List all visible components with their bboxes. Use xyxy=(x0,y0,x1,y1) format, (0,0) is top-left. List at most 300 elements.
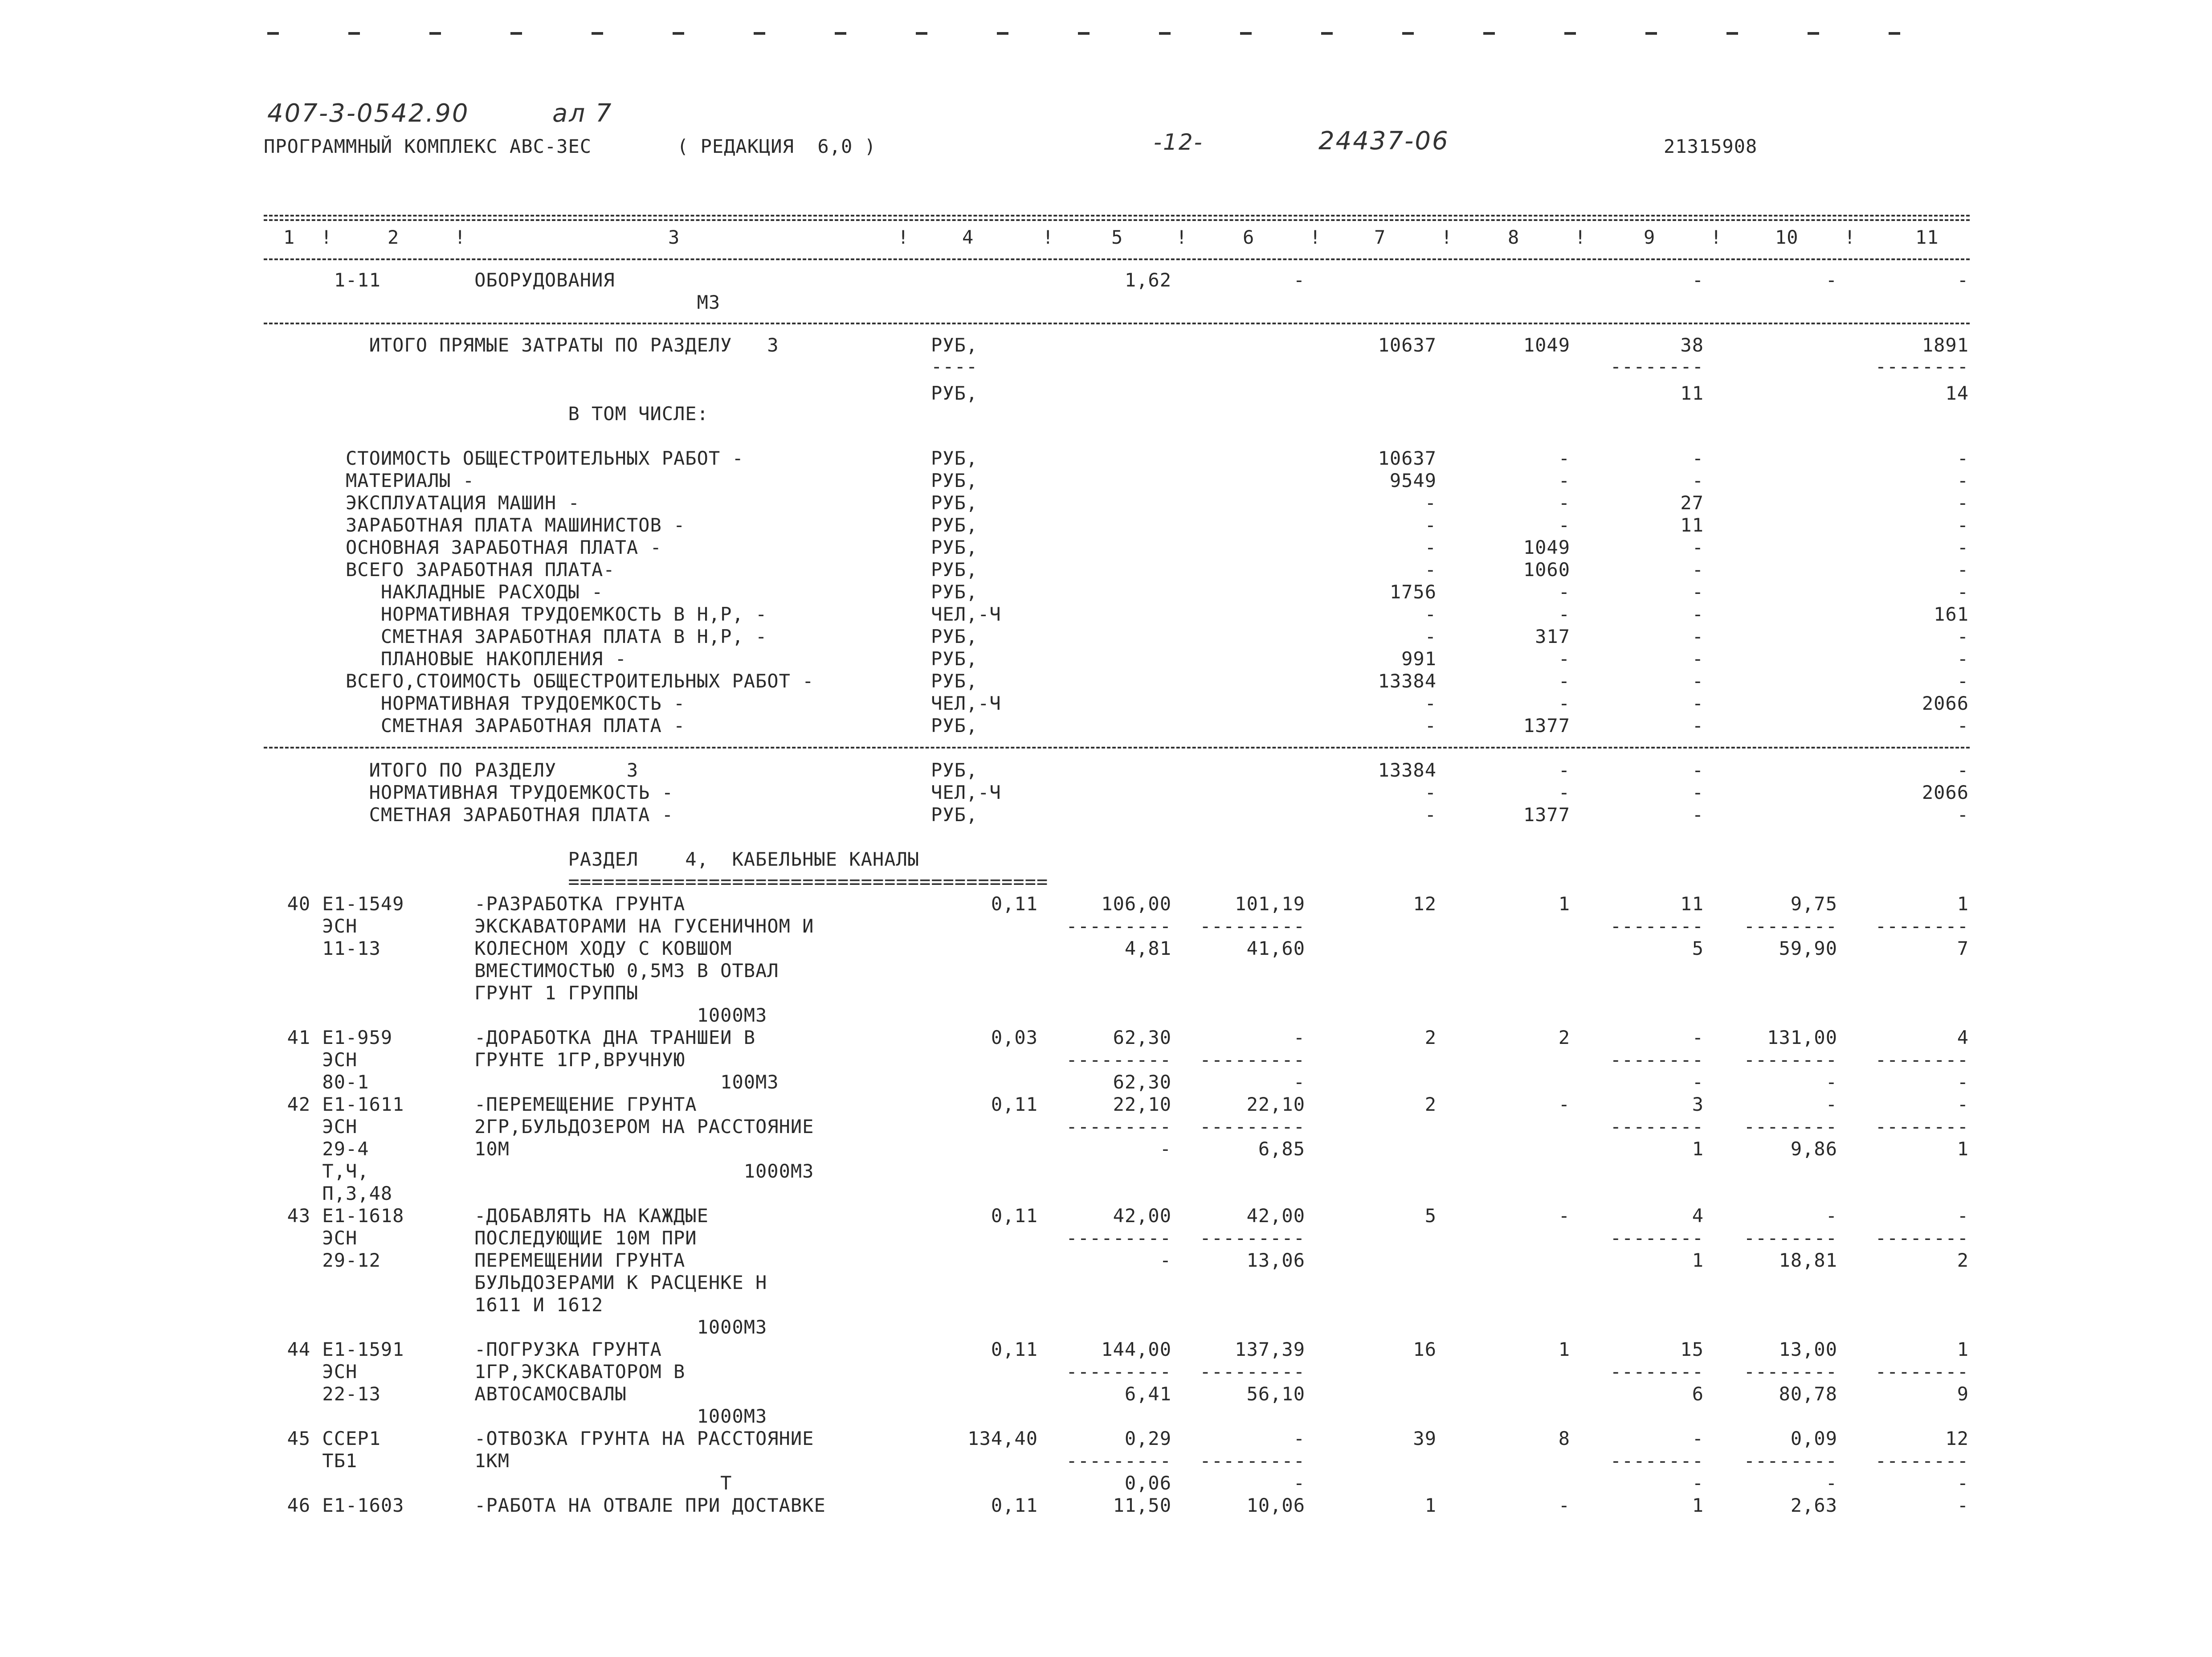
perforation-dash xyxy=(267,32,279,35)
row-unit: РУБ, xyxy=(931,804,978,826)
cell-c7: - xyxy=(1424,626,1437,647)
handwritten-page-number: -12- xyxy=(1154,129,1204,155)
cell-c5: - xyxy=(1159,1138,1171,1160)
cell-c9: -------- xyxy=(1610,1361,1704,1383)
cell-c9: - xyxy=(1692,626,1704,647)
cell-c5: 4,81 xyxy=(1124,937,1171,959)
cell-c8: - xyxy=(1558,603,1570,625)
column-separator: ! xyxy=(454,226,466,248)
cell-c8: 1049 xyxy=(1523,334,1570,356)
cell-c10: - xyxy=(1825,1472,1837,1494)
column-separator: ! xyxy=(898,226,910,248)
cell-c11: 2066 xyxy=(1922,781,1969,803)
header-bottom-line xyxy=(264,258,1970,260)
cell-c9: - xyxy=(1692,804,1704,826)
section-divider-1 xyxy=(264,323,1970,324)
cell-c10: 80,78 xyxy=(1779,1383,1837,1405)
row-description: 80-1 100М3 xyxy=(264,1071,779,1093)
row-description: ВМЕСТИМОСТЬЮ 0,5М3 В ОТВАЛ xyxy=(264,960,779,982)
column-number: 2 xyxy=(388,226,400,248)
perforation-dash xyxy=(916,32,927,35)
cell-c9: 15 xyxy=(1680,1338,1704,1360)
column-number: 10 xyxy=(1775,226,1799,248)
cell-c10: -------- xyxy=(1743,1227,1837,1249)
cell-c5: 0,06 xyxy=(1124,1472,1171,1494)
cell-c9: 5 xyxy=(1692,937,1704,959)
cell-c8: 1 xyxy=(1558,1338,1570,1360)
cell-c5: 22,10 xyxy=(1113,1093,1171,1115)
cell-c8: 1377 xyxy=(1523,804,1570,826)
cell-c9: -------- xyxy=(1610,1227,1704,1249)
table-top-line xyxy=(264,215,1970,217)
cell-c10: 9,86 xyxy=(1790,1138,1837,1160)
column-separator: ! xyxy=(1710,226,1722,248)
row-description: 44 Е1-1591 -ПОГРУЗКА ГРУНТА xyxy=(264,1338,662,1360)
column-separator: ! xyxy=(321,226,333,248)
column-number: 5 xyxy=(1111,226,1123,248)
row-description: 45 ССЕР1 -ОТВОЗКА ГРУНТА НА РАССТОЯНИЕ xyxy=(264,1428,814,1449)
cell-c8: 1 xyxy=(1558,893,1570,915)
row-description: 1-11 ОБОРУДОВАНИЯ xyxy=(264,269,615,291)
perforation-dash xyxy=(835,32,846,35)
cell-c8: - xyxy=(1558,781,1570,803)
cell-c9: 27 xyxy=(1680,492,1704,514)
cell-c10: - xyxy=(1825,1093,1837,1115)
cell-c7: - xyxy=(1424,536,1437,558)
cell-c6: - xyxy=(1293,269,1305,291)
row-unit: РУБ, xyxy=(931,382,978,404)
cell-c9: - xyxy=(1692,781,1704,803)
row-description: ЗАРАБОТНАЯ ПЛАТА МАШИНИСТОВ - xyxy=(264,514,686,536)
cell-c8: - xyxy=(1558,759,1570,781)
row-unit: ЧЕЛ,-Ч xyxy=(931,692,1001,714)
cell-c11: - xyxy=(1957,804,1969,826)
row-description: 11-13 КОЛЕСНОМ ХОДУ С КОВШОМ xyxy=(264,937,732,959)
column-separator: ! xyxy=(1441,226,1453,248)
row-description: ПЛАНОВЫЕ НАКОПЛЕНИЯ - xyxy=(264,648,627,670)
cell-c4: 0,11 xyxy=(991,1338,1038,1360)
row-description: Т,Ч, 1000М3 xyxy=(264,1160,814,1182)
row-description: В ТОМ ЧИСЛЕ: xyxy=(264,403,709,425)
row-unit: РУБ, xyxy=(931,492,978,514)
cell-c11: - xyxy=(1957,470,1969,491)
row-description: ГРУНТ 1 ГРУППЫ xyxy=(264,982,639,1004)
perforation-dash xyxy=(1564,32,1576,35)
cell-c9: - xyxy=(1692,1071,1704,1093)
row-description: ЭСН 2ГР,БУЛЬДОЗЕРОМ НА РАССТОЯНИЕ xyxy=(264,1116,814,1137)
row-description: 41 Е1-959 -ДОРАБОТКА ДНА ТРАНШЕИ В xyxy=(264,1027,756,1048)
cell-c4: 0,03 xyxy=(991,1027,1038,1048)
cell-c7: - xyxy=(1424,692,1437,714)
cell-c8: - xyxy=(1558,648,1570,670)
cell-c11: - xyxy=(1957,581,1969,603)
cell-c9: -------- xyxy=(1610,356,1704,377)
row-unit: ---- xyxy=(931,356,978,377)
cell-c11: -------- xyxy=(1875,356,1969,377)
cell-c7: - xyxy=(1424,804,1437,826)
cell-c9: -------- xyxy=(1610,1116,1704,1137)
row-description: ТБ1 1КМ xyxy=(264,1450,510,1472)
cell-c11: - xyxy=(1957,626,1969,647)
column-number: 3 xyxy=(668,226,680,248)
row-unit: РУБ, xyxy=(931,470,978,491)
cell-c6: --------- xyxy=(1200,1116,1305,1137)
row-description: 29-4 10М xyxy=(264,1138,510,1160)
cell-c11: - xyxy=(1957,670,1969,692)
cell-c8: - xyxy=(1558,492,1570,514)
row-unit: РУБ, xyxy=(931,626,978,647)
cell-c11: - xyxy=(1957,559,1969,581)
row-description: ЭСН ГРУНТЕ 1ГР,ВРУЧНУЮ xyxy=(264,1049,686,1071)
cell-c8: 8 xyxy=(1558,1428,1570,1449)
row-unit: ЧЕЛ,-Ч xyxy=(931,781,1001,803)
perforation-dash xyxy=(510,32,522,35)
cell-c5: --------- xyxy=(1066,1450,1171,1472)
cell-c7: 12 xyxy=(1413,893,1437,915)
perforation-dash xyxy=(1402,32,1414,35)
row-description: ИТОГО ПРЯМЫЕ ЗАТРАТЫ ПО РАЗДЕЛУ 3 xyxy=(264,334,779,356)
cell-c7: 9549 xyxy=(1389,470,1437,491)
cell-c11: 1 xyxy=(1957,1338,1969,1360)
cell-c9: -------- xyxy=(1610,915,1704,937)
cell-c6: 13,06 xyxy=(1246,1249,1305,1271)
cell-c4: 0,11 xyxy=(991,1205,1038,1227)
cell-c11: 12 xyxy=(1945,1428,1969,1449)
cell-c9: - xyxy=(1692,269,1704,291)
column-number: 6 xyxy=(1243,226,1255,248)
cell-c4: 0,11 xyxy=(991,893,1038,915)
cell-c11: - xyxy=(1957,514,1969,536)
cell-c10: 18,81 xyxy=(1779,1249,1837,1271)
cell-c5: 42,00 xyxy=(1113,1205,1171,1227)
cell-c10: 13,00 xyxy=(1779,1338,1837,1360)
cell-c11: - xyxy=(1957,447,1969,469)
cell-c9: - xyxy=(1692,536,1704,558)
cell-c4: 0,11 xyxy=(991,1494,1038,1516)
cell-c5: 1,62 xyxy=(1124,269,1171,291)
cell-c6: --------- xyxy=(1200,1450,1305,1472)
cell-c7: - xyxy=(1424,715,1437,736)
perforation-dash xyxy=(1726,32,1738,35)
cell-c5: 144,00 xyxy=(1101,1338,1171,1360)
cell-c10: - xyxy=(1825,1205,1837,1227)
cell-c11: 161 xyxy=(1934,603,1969,625)
cell-c7: 5 xyxy=(1424,1205,1437,1227)
cell-c6: 22,10 xyxy=(1246,1093,1305,1115)
cell-c9: - xyxy=(1692,670,1704,692)
cell-c10: -------- xyxy=(1743,1116,1837,1137)
row-description: РАЗДЕЛ 4, КАБЕЛЬНЫЕ КАНАЛЫ xyxy=(264,848,920,870)
perforation-dash xyxy=(1321,32,1333,35)
cell-c6: - xyxy=(1293,1071,1305,1093)
cell-c10: - xyxy=(1825,1071,1837,1093)
cell-c6: - xyxy=(1293,1428,1305,1449)
cell-c9: - xyxy=(1692,470,1704,491)
row-description: 22-13 АВТОСАМОСВАЛЫ xyxy=(264,1383,627,1405)
row-unit: РУБ, xyxy=(931,581,978,603)
cell-c6: - xyxy=(1293,1472,1305,1494)
cell-c10: -------- xyxy=(1743,1049,1837,1071)
column-separator: ! xyxy=(1310,226,1322,248)
cell-c5: 62,30 xyxy=(1113,1027,1171,1048)
row-description: 42 Е1-1611 -ПЕРЕМЕЩЕНИЕ ГРУНТА xyxy=(264,1093,697,1115)
row-unit: РУБ, xyxy=(931,648,978,670)
row-description: ЭСН ПОСЛЕДУЮЩИЕ 10М ПРИ xyxy=(264,1227,697,1249)
cell-c6: --------- xyxy=(1200,915,1305,937)
cell-c6: - xyxy=(1293,1027,1305,1048)
cell-c5: --------- xyxy=(1066,1049,1171,1071)
cell-c11: -------- xyxy=(1875,1450,1969,1472)
cell-c9: 38 xyxy=(1680,334,1704,356)
cell-c8: - xyxy=(1558,692,1570,714)
column-number: 11 xyxy=(1915,226,1939,248)
cell-c6: --------- xyxy=(1200,1361,1305,1383)
cell-c7: 1756 xyxy=(1389,581,1437,603)
perforation-dash xyxy=(1159,32,1171,35)
row-unit: РУБ, xyxy=(931,514,978,536)
row-description: СМЕТНАЯ ЗАРАБОТНАЯ ПЛАТА - xyxy=(264,804,674,826)
column-number: 9 xyxy=(1644,226,1656,248)
cell-c9: - xyxy=(1692,759,1704,781)
cell-c5: 106,00 xyxy=(1101,893,1171,915)
cell-c9: 3 xyxy=(1692,1093,1704,1115)
cell-c5: --------- xyxy=(1066,1116,1171,1137)
row-description: 1611 И 1612 xyxy=(264,1294,604,1316)
column-number: 4 xyxy=(962,226,974,248)
cell-c9: -------- xyxy=(1610,1450,1704,1472)
cell-c11: 14 xyxy=(1945,382,1969,404)
row-description: 1000М3 xyxy=(264,1004,767,1026)
row-unit: ЧЕЛ,-Ч xyxy=(931,603,1001,625)
cell-c7: 13384 xyxy=(1378,670,1437,692)
handwritten-doc-code: 407-3-0542.90 xyxy=(267,99,469,128)
cell-c8: - xyxy=(1558,670,1570,692)
row-description: 40 Е1-1549 -РАЗРАБОТКА ГРУНТА xyxy=(264,893,686,915)
cell-c6: 56,10 xyxy=(1246,1383,1305,1405)
cell-c9: - xyxy=(1692,581,1704,603)
cell-c11: -------- xyxy=(1875,1049,1969,1071)
cell-c11: 1 xyxy=(1957,1138,1969,1160)
perforation-dash xyxy=(1078,32,1090,35)
cell-c8: 1049 xyxy=(1523,536,1570,558)
column-number: 1 xyxy=(283,226,295,248)
cell-c5: 6,41 xyxy=(1124,1383,1171,1405)
cell-c9: - xyxy=(1692,1472,1704,1494)
column-separator: ! xyxy=(1575,226,1587,248)
perforation-dash xyxy=(1645,32,1657,35)
cell-c8: 2 xyxy=(1558,1027,1570,1048)
cell-c11: 1 xyxy=(1957,893,1969,915)
cell-c10: 59,90 xyxy=(1779,937,1837,959)
row-description: СТОИМОСТЬ ОБЩЕСТРОИТЕЛЬНЫХ РАБОТ - xyxy=(264,447,744,469)
cell-c11: - xyxy=(1957,759,1969,781)
cell-c11: - xyxy=(1957,1071,1969,1093)
column-number: 8 xyxy=(1508,226,1520,248)
perforation-dash xyxy=(673,32,684,35)
row-unit: РУБ, xyxy=(931,715,978,736)
cell-c11: - xyxy=(1957,269,1969,291)
row-description: НОРМАТИВНАЯ ТРУДОЕМКОСТЬ - xyxy=(264,781,674,803)
cell-c7: 10637 xyxy=(1378,334,1437,356)
cell-c6: 137,39 xyxy=(1235,1338,1305,1360)
cell-c9: 11 xyxy=(1680,514,1704,536)
handwritten-sheet: ал 7 xyxy=(552,99,613,128)
perforation-dash xyxy=(754,32,765,35)
cell-c5: --------- xyxy=(1066,1227,1171,1249)
cell-c7: 13384 xyxy=(1378,759,1437,781)
cell-c9: - xyxy=(1692,447,1704,469)
row-description: Т xyxy=(264,1472,732,1494)
perforation-dash xyxy=(348,32,360,35)
cell-c10: 0,09 xyxy=(1790,1428,1837,1449)
perforation-dash xyxy=(1483,32,1495,35)
cell-c8: 1377 xyxy=(1523,715,1570,736)
cell-c11: - xyxy=(1957,536,1969,558)
document-code: 21315908 xyxy=(1664,135,1758,157)
cell-c6: 41,60 xyxy=(1246,937,1305,959)
row-description: 1000М3 xyxy=(264,1316,767,1338)
row-description: ИТОГО ПО РАЗДЕЛУ 3 xyxy=(264,759,639,781)
cell-c9: - xyxy=(1692,715,1704,736)
cell-c6: 10,06 xyxy=(1246,1494,1305,1516)
table-top-line-2 xyxy=(264,219,1970,221)
row-description: МАТЕРИАЛЫ - xyxy=(264,470,475,491)
row-unit: РУБ, xyxy=(931,559,978,581)
cell-c9: 1 xyxy=(1692,1494,1704,1516)
cell-c7: - xyxy=(1424,559,1437,581)
cell-c9: - xyxy=(1692,559,1704,581)
cell-c8: 317 xyxy=(1535,626,1570,647)
cell-c7: - xyxy=(1424,492,1437,514)
cell-c9: - xyxy=(1692,1428,1704,1449)
row-description: ВСЕГО ЗАРАБОТНАЯ ПЛАТА- xyxy=(264,559,615,581)
cell-c11: - xyxy=(1957,1205,1969,1227)
cell-c9: - xyxy=(1692,648,1704,670)
row-description: П,3,48 xyxy=(264,1182,393,1204)
cell-c7: 16 xyxy=(1413,1338,1437,1360)
cell-c8: - xyxy=(1558,470,1570,491)
cell-c6: 101,19 xyxy=(1235,893,1305,915)
column-number: 7 xyxy=(1374,226,1386,248)
cell-c5: - xyxy=(1159,1249,1171,1271)
cell-c5: 11,50 xyxy=(1113,1494,1171,1516)
row-description: 29-12 ПЕРЕМЕЩЕНИИ ГРУНТА xyxy=(264,1249,686,1271)
cell-c7: - xyxy=(1424,781,1437,803)
row-description: 43 Е1-1618 -ДОБАВЛЯТЬ НА КАЖДЫЕ xyxy=(264,1205,709,1227)
cell-c11: - xyxy=(1957,492,1969,514)
row-description: ========================================= xyxy=(264,871,1049,892)
cell-c9: 11 xyxy=(1680,382,1704,404)
cell-c7: 1 xyxy=(1424,1494,1437,1516)
cell-c9: - xyxy=(1692,1027,1704,1048)
edition-label: ( РЕДАКЦИЯ 6,0 ) xyxy=(677,135,876,157)
perforation-dash xyxy=(592,32,603,35)
row-description: 46 Е1-1603 -РАБОТА НА ОТВАЛЕ ПРИ ДОСТАВКЕ xyxy=(264,1494,826,1516)
row-description: СМЕТНАЯ ЗАРАБОТНАЯ ПЛАТА - xyxy=(264,715,686,736)
cell-c11: - xyxy=(1957,648,1969,670)
cell-c4: 134,40 xyxy=(967,1428,1038,1449)
cell-c11: -------- xyxy=(1875,1227,1969,1249)
cell-c10: 2,63 xyxy=(1790,1494,1837,1516)
cell-c11: 1891 xyxy=(1922,334,1969,356)
cell-c11: -------- xyxy=(1875,915,1969,937)
cell-c11: -------- xyxy=(1875,1116,1969,1137)
row-unit: РУБ, xyxy=(931,334,978,356)
cell-c6: --------- xyxy=(1200,1227,1305,1249)
row-description: ВСЕГО,СТОИМОСТЬ ОБЩЕСТРОИТЕЛЬНЫХ РАБОТ - xyxy=(264,670,814,692)
perforation-dash xyxy=(1889,32,1900,35)
cell-c10: -------- xyxy=(1743,915,1837,937)
cell-c7: 39 xyxy=(1413,1428,1437,1449)
row-description: ЭКСПЛУАТАЦИЯ МАШИН - xyxy=(264,492,580,514)
row-description: ЭСН 1ГР,ЭКСКАВАТОРОМ В xyxy=(264,1361,686,1383)
cell-c9: - xyxy=(1692,603,1704,625)
cell-c11: - xyxy=(1957,1472,1969,1494)
cell-c11: - xyxy=(1957,715,1969,736)
cell-c9: 1 xyxy=(1692,1249,1704,1271)
row-description: М3 xyxy=(264,291,721,313)
cell-c8: 1060 xyxy=(1523,559,1570,581)
row-unit: РУБ, xyxy=(931,447,978,469)
cell-c11: 2066 xyxy=(1922,692,1969,714)
row-description: 1000М3 xyxy=(264,1405,767,1427)
cell-c10: -------- xyxy=(1743,1450,1837,1472)
cell-c6: --------- xyxy=(1200,1049,1305,1071)
cell-c8: - xyxy=(1558,514,1570,536)
cell-c5: 62,30 xyxy=(1113,1071,1171,1093)
row-description: НОРМАТИВНАЯ ТРУДОЕМКОСТЬ В Н,Р, - xyxy=(264,603,767,625)
row-description: НАКЛАДНЫЕ РАСХОДЫ - xyxy=(264,581,604,603)
cell-c10: 131,00 xyxy=(1767,1027,1837,1048)
perforation-dash xyxy=(1808,32,1819,35)
cell-c11: 2 xyxy=(1957,1249,1969,1271)
cell-c7: 10637 xyxy=(1378,447,1437,469)
cell-c10: -------- xyxy=(1743,1361,1837,1383)
cell-c9: 11 xyxy=(1680,893,1704,915)
row-unit: РУБ, xyxy=(931,759,978,781)
cell-c11: 7 xyxy=(1957,937,1969,959)
handwritten-code: 24437-06 xyxy=(1318,127,1449,155)
cell-c11: - xyxy=(1957,1093,1969,1115)
cell-c9: 1 xyxy=(1692,1138,1704,1160)
cell-c7: - xyxy=(1424,603,1437,625)
program-title: ПРОГРАММНЫЙ КОМПЛЕКС АВС-3ЕС xyxy=(264,135,592,157)
cell-c10: - xyxy=(1825,269,1837,291)
cell-c7: 2 xyxy=(1424,1027,1437,1048)
cell-c5: 0,29 xyxy=(1124,1428,1171,1449)
cell-c9: 6 xyxy=(1692,1383,1704,1405)
cell-c9: - xyxy=(1692,692,1704,714)
perforation-dash xyxy=(997,32,1008,35)
cell-c6: 42,00 xyxy=(1246,1205,1305,1227)
row-unit: РУБ, xyxy=(931,536,978,558)
row-unit: РУБ, xyxy=(931,670,978,692)
column-separator: ! xyxy=(1176,226,1188,248)
cell-c11: - xyxy=(1957,1494,1969,1516)
cell-c4: 0,11 xyxy=(991,1093,1038,1115)
cell-c5: --------- xyxy=(1066,1361,1171,1383)
column-separator: ! xyxy=(1042,226,1054,248)
cell-c8: - xyxy=(1558,1093,1570,1115)
section-divider-2 xyxy=(264,747,1970,749)
cell-c7: - xyxy=(1424,514,1437,536)
row-description: СМЕТНАЯ ЗАРАБОТНАЯ ПЛАТА В Н,Р, - xyxy=(264,626,767,647)
cell-c9: -------- xyxy=(1610,1049,1704,1071)
cell-c11: 4 xyxy=(1957,1027,1969,1048)
cell-c7: 991 xyxy=(1401,648,1437,670)
cell-c8: - xyxy=(1558,1494,1570,1516)
perforation-dash xyxy=(429,32,441,35)
